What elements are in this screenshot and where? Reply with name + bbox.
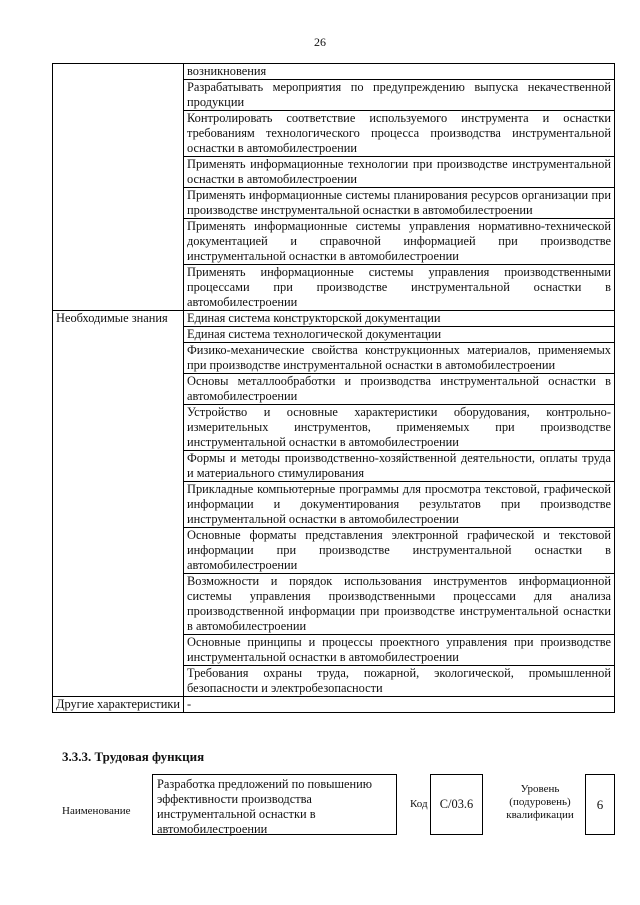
row-description: Единая система технологической документации [184, 327, 615, 343]
row-description: Основные принципы и процессы проектного управления при производстве инструментальной оснастки в автомобилестроении [184, 635, 615, 666]
section-title: 3.3.3. Трудовая функция [62, 749, 205, 764]
row-description: - [184, 697, 615, 713]
row-group-label: Необходимые знания [53, 311, 184, 697]
table-row [53, 697, 615, 713]
row-description: Разрабатывать мероприятия по предупреждению выпуска некачественной продукции [184, 80, 615, 111]
row-description: Требования охраны труда, пожарной, экологической, промышленной безопасности и электробезопасности [184, 666, 615, 697]
code-value: C/03.6 [430, 774, 483, 835]
row-description: возникновения [184, 64, 615, 80]
row-description: Применять информационные технологии при производстве инструментальной оснастки в автомобилестроении [184, 157, 615, 188]
row-description: Основные форматы представления электронной графической и текстовой информации при производстве инструментальной оснастки в автомобилестроении [184, 528, 615, 574]
level-label: Уровень (подуровень) квалификации [506, 783, 574, 821]
row-description: Устройство и основные характеристики оборудования, контрольно-измерительных инструментов, применяемых при производстве инструментальной оснастки в автомобилестроении [184, 405, 615, 451]
row-description: Прикладные компьютерные программы для просмотра текстовой, графической информации и документирования результатов при производстве инструментальной оснастки в автомобилестроении [184, 482, 615, 528]
row-description: Единая система конструкторской документации [184, 311, 615, 327]
table-row [53, 311, 615, 327]
name-value: Разработка предложений по повышению эффективности производства инструментальной оснастки в автомобилестроении [152, 774, 397, 835]
code-label: Код [410, 798, 428, 810]
row-description: Возможности и порядок использования инструментов информационной системы управления производственными процессами для анализа производственной информации при производстве инструментальной оснастки в автомобилестроении [184, 574, 615, 635]
row-group-label [53, 64, 184, 311]
level-value: 6 [585, 774, 615, 835]
row-description: Основы металлообработки и производства инструментальной оснастки в автомобилестроении [184, 374, 615, 405]
row-description: Применять информационные системы управления производственными процессами при производстве инструментальной оснастки в автомобилестроении [184, 265, 615, 311]
row-description: Применять информационные системы планирования ресурсов организации при производстве инструментальной оснастки в автомобилестроении [184, 188, 615, 219]
row-description: Применять информационные системы управления нормативно-технической документацией и справочной информацией при производстве инструментальной оснастки в автомобилестроении [184, 219, 615, 265]
table-row [53, 64, 615, 80]
row-description: Физико-механические свойства конструкционных материалов, применяемых при производстве инструментальной оснастки в автомобилестроении [184, 343, 615, 374]
row-description: Формы и методы производственно-хозяйственной деятельности, оплаты труда и материального стимулирования [184, 451, 615, 482]
labor-function-table [52, 63, 615, 713]
row-description: Контролировать соответствие используемого инструмента и оснастки требованиям технологического процесса производства инструментальной оснастки в автомобилестроении [184, 111, 615, 157]
page-number: 26 [314, 35, 326, 49]
name-label: Наименование [62, 805, 131, 817]
row-group-label: Другие характеристики [53, 697, 184, 713]
